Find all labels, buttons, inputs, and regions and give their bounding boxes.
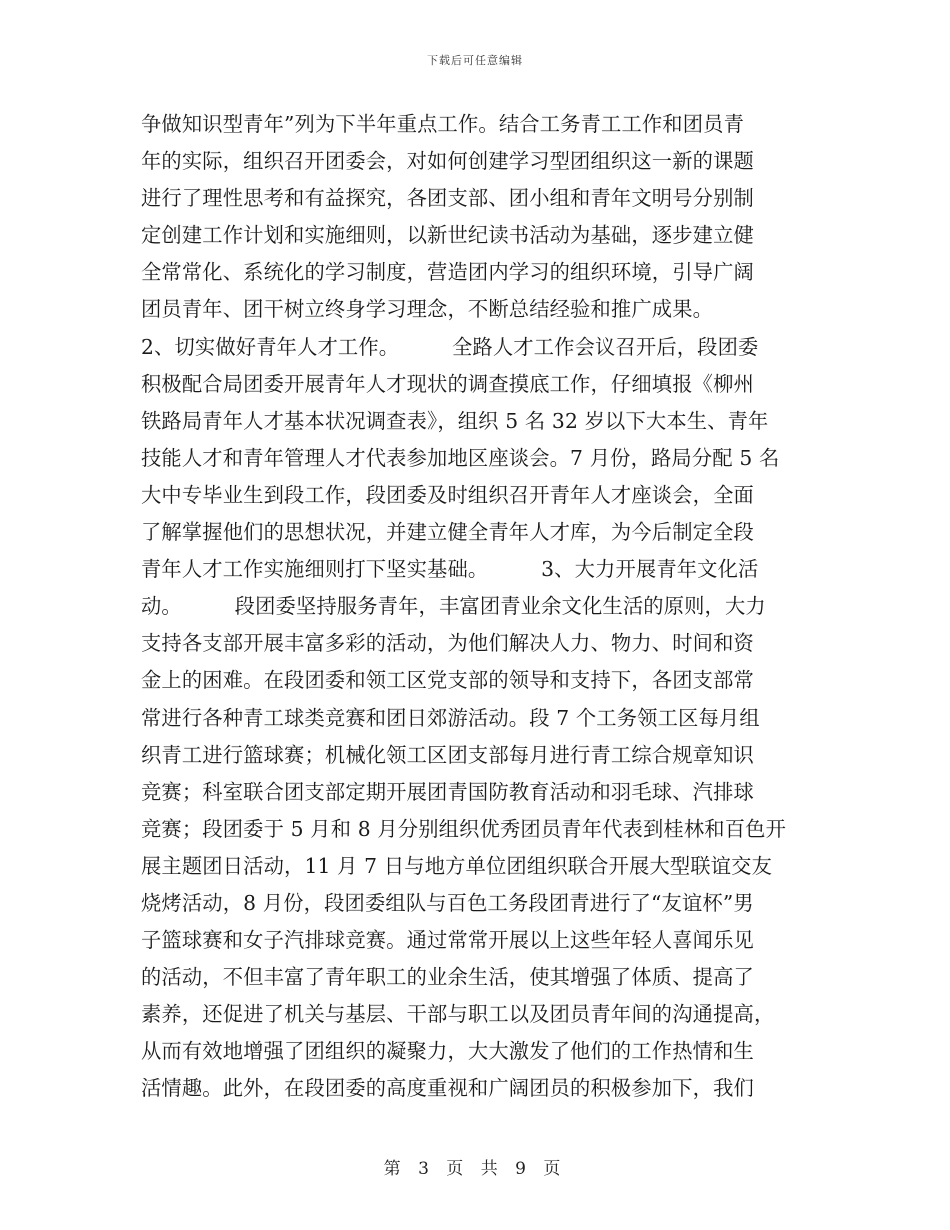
text-line: 金上的困难。在段团委和领工区党支部的领导和支持下，各团支部常 — [141, 668, 754, 693]
text-line: 年的实际，组织召开团委会，对如何创建学习型团组织这一新的课题 — [141, 149, 754, 174]
text-line: 活情趣。此外，在段团委的高度重视和广阔团员的积极参加下，我们 — [141, 1076, 754, 1101]
text-line: 铁路局青年人才基本状况调查表》，组织 5 名 32 岁以下大本生、青年 — [141, 408, 769, 433]
text-line: 展主题团日活动，11 月 7 日与地方单位团组织联合开展大型联谊交友 — [141, 853, 773, 878]
text-line: 烧烤活动，8 月份，段团委组队与百色工务段团青进行了“友谊杯”男 — [141, 890, 754, 915]
text-line: 竞赛；科室联合团支部定期开展团青国防教育活动和羽毛球、汽排球 — [141, 779, 754, 804]
text-line: 全常常化、系统化的学习制度，营造团内学习的组织环境，引导广阔 — [141, 260, 754, 285]
text-line: 积极配合局团委开展青年人才现状的调查摸底工作，仔细填报《柳州 — [141, 371, 754, 396]
text-line: 进行了理性思考和有益探究，各团支部、团小组和青年文明号分别制 — [141, 186, 754, 211]
text-line: 素养，还促进了机关与基层、干部与职工以及团员青年间的沟通提高， — [141, 1002, 775, 1027]
text-line: 技能人才和青年管理人才代表参加地区座谈会。7 月份，路局分配 5 名 — [141, 445, 780, 470]
text-line: 2、切实做好青年人才工作。 全路人才工作会议召开后，段团委 — [141, 334, 759, 359]
text-line: 子篮球赛和女子汽排球竞赛。通过常常开展以上这些年轻人喜闻乐见 — [141, 928, 754, 953]
text-line: 的活动，不但丰富了青年职工的业余生活，使其增强了体质、提高了 — [141, 965, 754, 990]
page-footer: 第 3 页 共 9 页 — [383, 1159, 567, 1179]
text-line: 大中专毕业生到段工作，段团委及时组织召开青年人才座谈会，全面 — [141, 482, 754, 507]
text-line: 竞赛；段团委于 5 月和 8 月分别组织优秀团员青年代表到桂林和百色开 — [141, 816, 787, 841]
text-line: 团员青年、团干树立终身学习理念，不断总结经验和推广成果。 — [141, 297, 714, 322]
document-body — [141, 106, 811, 1108]
text-line: 从而有效地增强了团组织的凝聚力，大大激发了他们的工作热情和生 — [141, 1039, 754, 1064]
text-line: 争做知识型青年”列为下半年重点工作。结合工务青工工作和团员青 — [141, 112, 745, 136]
text-line: 动。 段团委坚持服务青年，丰富团青业余文化生活的原则，大力 — [141, 594, 766, 619]
text-line: 织青工进行篮球赛；机械化领工区团支部每月进行青工综合规章知识 — [141, 742, 754, 767]
text-line: 定创建工作计划和实施细则，以新世纪读书活动为基础，逐步建立健 — [141, 223, 754, 248]
text-line: 常进行各种青工球类竞赛和团日郊游活动。段 7 个工务领工区每月组 — [141, 705, 760, 730]
page-header: 下载后可任意编辑 — [427, 54, 523, 67]
text-line: 了解掌握他们的思想状况，并建立健全青年人才库，为今后制定全段 — [141, 520, 754, 545]
text-line: 青年人才工作实施细则打下坚实基础。 3、大力开展青年文化活 — [141, 557, 759, 582]
text-line: 支持各支部开展丰富多彩的活动，为他们解决人力、物力、时间和资 — [141, 631, 754, 656]
